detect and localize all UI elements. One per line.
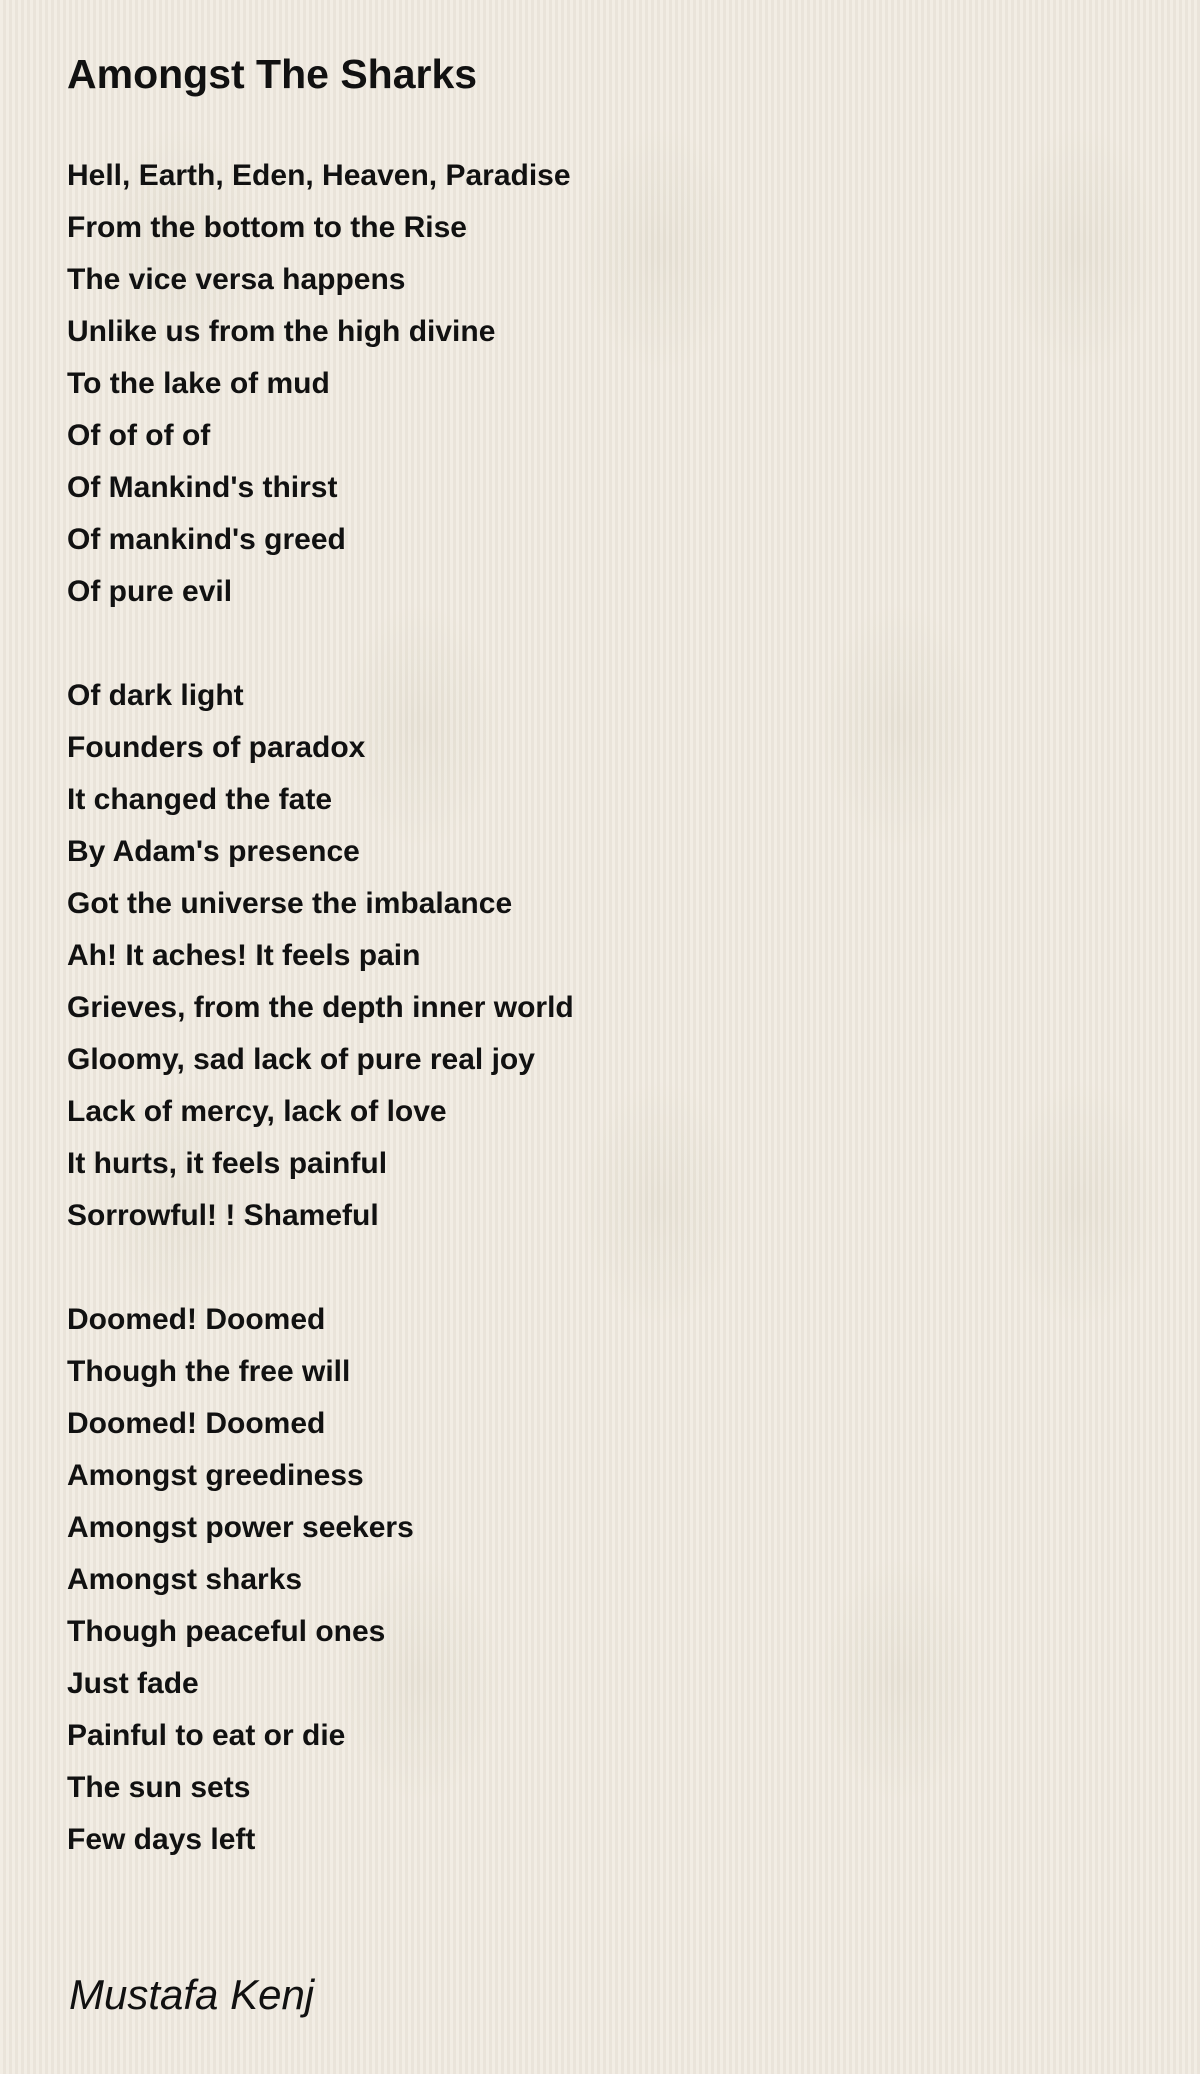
- poem-line: Though peaceful ones: [67, 1615, 386, 1648]
- poem-line: Amongst greediness: [67, 1459, 364, 1492]
- poem-title: Amongst The Sharks: [67, 51, 478, 97]
- poem-line: Gloomy, sad lack of pure real joy: [67, 1043, 535, 1076]
- poem-line: Founders of paradox: [67, 731, 366, 764]
- poem-body: [67, 150, 574, 1918]
- poem-line: Amongst sharks: [67, 1563, 303, 1596]
- poem-line: It hurts, it feels painful: [67, 1147, 388, 1180]
- poem-line: Doomed! Doomed: [67, 1303, 326, 1336]
- poem-line: Painful to eat or die: [67, 1719, 346, 1752]
- poem-line: The vice versa happens: [67, 263, 406, 296]
- poem-line: Got the universe the imbalance: [67, 887, 513, 920]
- poem-line: Of Mankind's thirst: [67, 471, 338, 504]
- poem-line: Ah! It aches! It feels pain: [67, 939, 421, 972]
- poem-line: Amongst power seekers: [67, 1511, 414, 1544]
- poem-line: From the bottom to the Rise: [67, 211, 467, 244]
- poem-line: To the lake of mud: [67, 367, 330, 400]
- stanza: [67, 1294, 574, 1866]
- poem-line: Doomed! Doomed: [67, 1407, 326, 1440]
- poem-line: Few days left: [67, 1823, 256, 1856]
- poem-line: Sorrowful! ! Shameful: [67, 1199, 379, 1232]
- poem-line: It changed the fate: [67, 783, 333, 816]
- poem-line: Unlike us from the high divine: [67, 315, 496, 348]
- poem-line: Of dark light: [67, 679, 244, 712]
- poem-line: Though the free will: [67, 1355, 351, 1388]
- poem-line: Hell, Earth, Eden, Heaven, Paradise: [67, 159, 571, 192]
- poem-line: Grieves, from the depth inner world: [67, 991, 574, 1024]
- poem-line: By Adam's presence: [67, 835, 360, 868]
- poem-line: Of pure evil: [67, 575, 233, 608]
- poem-line: Just fade: [67, 1667, 199, 1700]
- poem-line: Of of of of: [67, 419, 211, 452]
- poem-line: Lack of mercy, lack of love: [67, 1095, 447, 1128]
- poem-author: Mustafa Kenj: [69, 1971, 315, 2018]
- stanza: [67, 670, 574, 1242]
- stanza: [67, 150, 574, 618]
- poem-line: Of mankind's greed: [67, 523, 346, 556]
- poem-line: The sun sets: [67, 1771, 251, 1804]
